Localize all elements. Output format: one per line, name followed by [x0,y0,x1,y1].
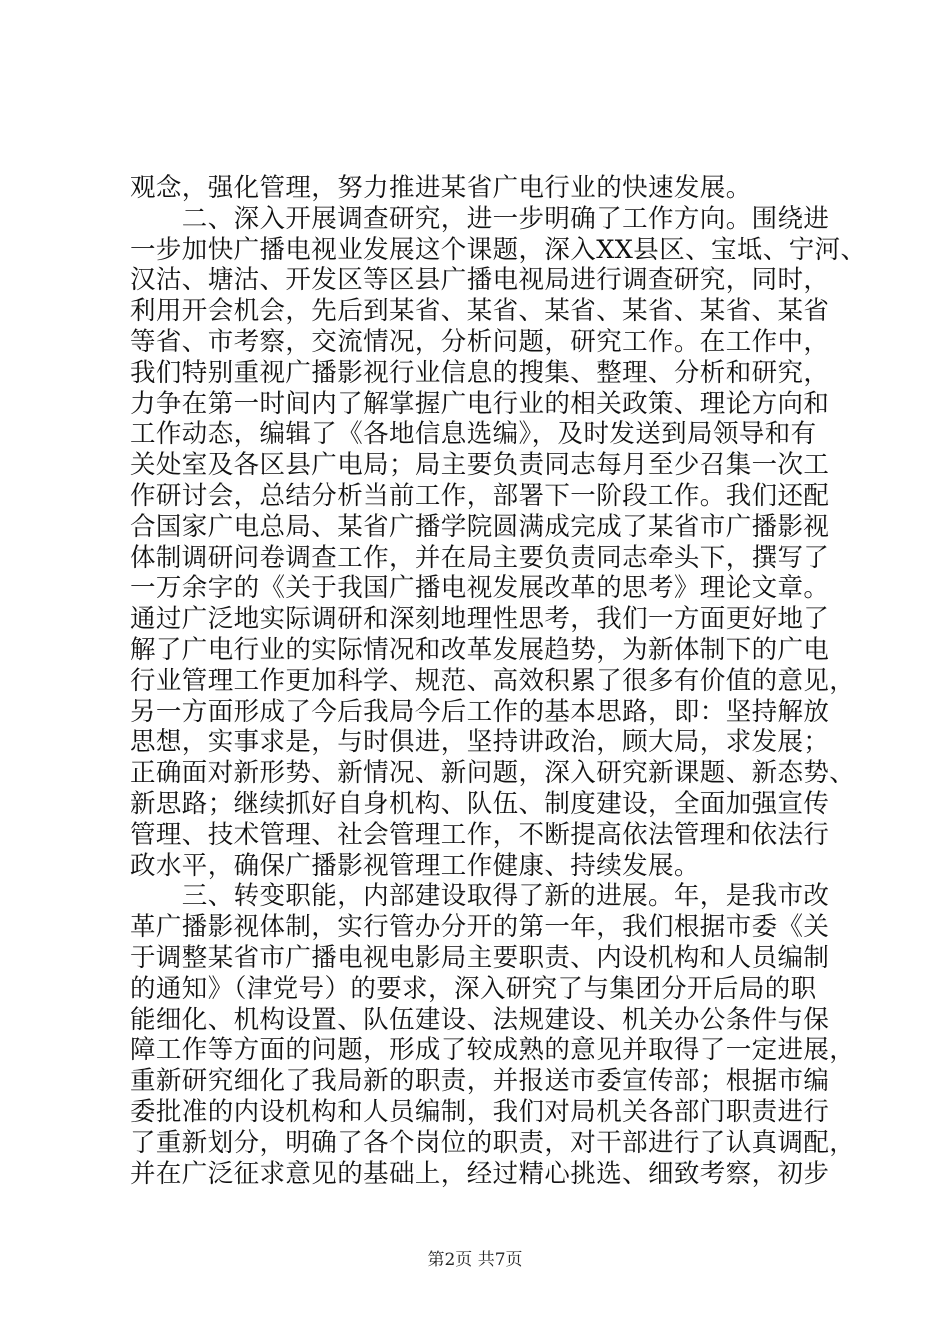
body-text-line: 障工作等方面的问题，形成了较成熟的意见并取得了一定进展， [130,1035,856,1066]
body-text-line: 思想，实事求是，与时俱进，坚持讲政治，顾大局，求发展； [130,727,830,758]
body-text-line: 重新研究细化了我局新的职责，并报送市委宣传部；根据市编 [130,1066,830,1097]
body-text-line: 行业管理工作更加科学、规范、高效积累了很多有价值的意见， [130,665,856,696]
document-body [130,173,867,1189]
body-text-line: 我们特别重视广播影视行业信息的搜集、整理、分析和研究， [130,357,830,388]
body-text-line: 另一方面形成了今后我局今后工作的基本思路，即：坚持解放 [130,696,830,727]
body-text-line: 一步加快广播电视业发展这个课题，深入XX县区、宝坻、宁河、 [130,234,867,265]
body-text-line: 体制调研问卷调查工作，并在局主要负责同志牵头下，撰写了 [130,542,830,573]
body-text-line: 关处室及各区县广电局；局主要负责同志每月至少召集一次工 [130,450,830,481]
body-text-line: 新思路；继续抓好自身机构、队伍、制度建设，全面加强宣传 [130,788,830,819]
body-text-line: 委批准的内设机构和人员编制，我们对局机关各部门职责进行 [130,1096,830,1127]
body-text-line: 管理、技术管理、社会管理工作，不断提高依法管理和依法行 [130,819,830,850]
body-text-line: 工作动态，编辑了《各地信息选编》，及时发送到局领导和有 [130,419,817,450]
body-text-line: 作研讨会，总结分析当前工作，部署下一阶段工作。我们还配 [130,480,830,511]
body-text-line: 于调整某省市广播电视电影局主要职责、内设机构和人员编制 [130,942,830,973]
body-text-line: 革广播影视体制，实行管办分开的第一年，我们根据市委《关 [130,912,830,943]
page-footer: 第2页 共7页 [427,1250,523,1270]
body-text-line: 政水平，确保广播影视管理工作健康、持续发展。 [130,850,700,881]
body-text-line: 观念，强化管理，努力推进某省广电行业的快速发展。 [130,173,752,203]
body-text-line: 二、深入开展调查研究，进一步明确了工作方向。围绕进 [130,203,830,234]
body-text-line: 合国家广电总局、某省广播学院圆满成完成了某省市广播影视 [130,511,830,542]
body-text-line: 解了广电行业的实际情况和改革发展趋势，为新体制下的广电 [130,634,830,665]
body-text-line: 汉沽、塘沽、开发区等区县广播电视局进行调查研究，同时， [130,265,830,296]
body-text-line: 力争在第一时间内了解掌握广电行业的相关政策、理论方向和 [130,388,830,419]
body-text-line: 并在广泛征求意见的基础上，经过精心挑选、细致考察，初步 [130,1158,830,1189]
body-text-line: 了重新划分，明确了各个岗位的职责，对干部进行了认真调配， [130,1127,856,1158]
body-text-line: 通过广泛地实际调研和深刻地理性思考，我们一方面更好地了 [130,604,830,635]
body-text-line: 的通知》（津党号）的要求，深入研究了与集团分开后局的职 [130,973,817,1004]
body-text-line: 利用开会机会，先后到某省、某省、某省、某省、某省、某省 [130,296,830,327]
body-text-line: 等省、市考察，交流情况，分析问题，研究工作。在工作中， [130,326,830,357]
body-text-line: 一万余字的《关于我国广播电视发展改革的思考》理论文章。 [130,573,830,604]
body-text-line: 三、转变职能，内部建设取得了新的进展。年，是我市改 [130,881,830,912]
body-text-line: 正确面对新形势、新情况、新问题，深入研究新课题、新态势、 [130,758,856,789]
body-text-line: 能细化、机构设置、队伍建设、法规建设、机关办公条件与保 [130,1004,830,1035]
